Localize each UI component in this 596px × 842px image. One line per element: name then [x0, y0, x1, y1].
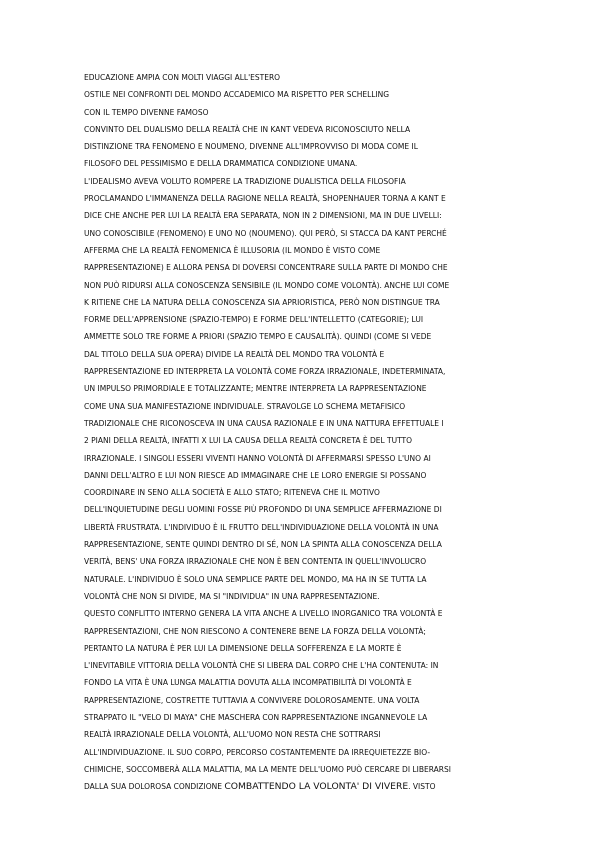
text-line: ALL'INDIVIDUAZIONE. IL SUO CORPO, PERCORSO COSTANTEMENTE DA IRREQUIETEZZE BIO- — [84, 747, 431, 757]
text-line: NON PUÒ RIDURSI ALLA CONOSCENZA SENSIBILE (IL MONDO COME VOLONTÀ). ANCHE LUI COME — [84, 280, 450, 290]
text-line: PERTANTO LA NATURA È PER LUI LA DIMENSIONE DELLA SOFFERENZA E LA MORTE È — [84, 643, 402, 653]
text-line: FILOSOFO DEL PESSIMISMO E DELLA DRAMMATICA CONDIZIONE UMANA. — [84, 159, 358, 169]
text-line: OSTILE NEI CONFRONTI DEL MONDO ACCADEMICO MA RISPETTO PER SCHELLING — [84, 90, 390, 100]
text-line: NATURALE. L'INDIVIDUO È SOLO UNA SEMPLICE PARTE DEL MONDO, MA HA IN SE TUTTA LA — [84, 574, 427, 584]
text-line: PROCLAMANDO L'IMMANENZA DELLA RAGIONE NELLA REALTÀ, SHOPENHAUER TORNA A KANT E — [84, 194, 446, 204]
text-line: DELL'INQUIETUDINE DEGLI UOMINI FOSSE PIÙ PROFONDO DI UNA SEMPLICE AFFERMAZIONE DI — [84, 505, 442, 515]
text-line: RAPPRESENTAZIONE ED INTERPRETA LA VOLONTÀ COME FORZA IRRAZIONALE, INDETERMINATA, — [84, 367, 446, 377]
text-line: DANNI DELL'ALTRO E LUI NON RIESCE AD IMMAGINARE CHE LE LORO ENERGIE SI POSSANO — [84, 470, 427, 480]
text-line: COME UNA SUA MANIFESTAZIONE INDIVIDUALE. STRAVOLGE LO SCHEMA METAFISICO — [84, 401, 406, 411]
text-line: AMMETTE SOLO TRE FORME A PRIORI (SPAZIO TEMPO E CAUSALITÀ). QUINDI (COME SI VEDE — [84, 332, 432, 342]
text-line: COORDINARE IN SENO ALLA SOCIETÀ E ALLO STATO; RITENEVA CHE IL MOTIVO — [84, 488, 380, 498]
text-line: K RITIENE CHE LA NATURA DELLA CONOSCENZA SIA APRIORISTICA, PERÒ NON DISTINGUE TRA — [84, 297, 440, 307]
text-line: CON IL TEMPO DIVENNE FAMOSO — [84, 107, 209, 117]
text-line: 2 PIANI DELLA REALTÀ, INFATTI X LUI LA CAUSA DELLA REALTÀ CONCRETA È DEL TUTTO — [84, 436, 413, 446]
text-line: VOLONTÀ CHE NON SI DIVIDE, MA SI "INDIVIDUA" IN UNA RAPPRESENTAZIONE. — [84, 591, 380, 601]
text-line: AFFERMA CHE LA REALTÀ FENOMENICA È ILLUSORIA (IL MONDO È VISTO COME — [84, 245, 381, 255]
text-line: TRADIZIONALE CHE RICONOSCEVA IN UNA CAUSA RAZIONALE E IN UNA NATTURA EFFETTUALE I — [84, 418, 444, 428]
text-line: REALTÀ IRRAZIONALE DELLA VOLONTÀ, ALL'UOMO NON RESTA CHE SOTTRARSI — [84, 730, 381, 740]
text-line: RAPPRESENTAZIONE, SENTE QUINDI DENTRO DI SÉ, NON LA SPINTA ALLA CONOSCENZA DELLA — [84, 540, 442, 550]
last-line-start: DALLA SUA DOLOROSA CONDIZIONE — [84, 782, 225, 792]
last-line-end: . VISTO — [408, 782, 436, 792]
text-line: IRRAZIONALE. I SINGOLI ESSERI VIVENTI HANNO VOLONTÀ DI AFFERMARSI SPESSO L'UNO AI — [84, 453, 431, 463]
text-line: CHIMICHE, SOCCOMBERÀ ALLA MALATTIA, MA LA MENTE DELL'UOMO PUÒ CERCARE DI LIBERARSI — [84, 764, 451, 774]
text-line: RAPPRESENTAZIONE, COSTRETTE TUTTAVIA A CONVIVERE DOLOROSAMENTE. UNA VOLTA — [84, 695, 420, 705]
text-line: RAPPRESENTAZIONI, CHE NON RIESCONO A CONTENERE BENE LA FORZA DELLA VOLONTÀ; — [84, 626, 426, 636]
text-line: FORME DELL'APPRENSIONE (SPAZIO-TEMPO) E FORME DELL'INTELLETTO (CATEGORIE); LUI — [84, 315, 424, 325]
text-line: L'IDEALISMO AVEVA VOLUTO ROMPERE LA TRADIZIONE DUALISTICA DELLA FILOSOFIA — [84, 176, 406, 186]
text-line: FONDO LA VITA È UNA LUNGA MALATTIA DOVUTA ALLA INCOMPATIBILITÀ DI VOLONTÀ E — [84, 678, 412, 688]
text-line: UN IMPULSO PRIMORDIALE E TOTALIZZANTE; MENTRE INTERPRETA LA RAPPRESENTAZIONE — [84, 384, 427, 394]
text-line: DICE CHE ANCHE PER LUI LA REALTÀ ERA SEPARATA, NON IN 2 DIMENSIONI, MA IN DUE LIVELLI: — [84, 211, 442, 221]
highlighted-phrase: COMBATTENDO LA VOLONTA' DI VIVERE — [224, 781, 409, 793]
text-line: LIBERTÀ FRUSTRATA. L'INDIVIDUO È IL FRUTTO DELL'INDIVIDUAZIONE DELLA VOLONTÀ IN UNA — [84, 522, 439, 532]
text-line: L'INEVITABILE VITTORIA DELLA VOLONTÀ CHE SI LIBERA DAL CORPO CHE L'HA CONTENUTA: IN — [84, 661, 439, 671]
text-line: DISTINZIONE TRA FENOMENO E NOUMENO, DIVENNE ALL'IMPROVVISO DI MODA COME IL — [84, 142, 418, 152]
text-line: QUESTO CONFLITTO INTERNO GENERA LA VITA ANCHE A LIVELLO INORGANICO TRA VOLONTÀ E — [84, 609, 443, 619]
text-line: RAPPRESENTAZIONE) E ALLORA PENSA DI DOVERSI CONCENTRARE SULLA PARTE DI MONDO CHE — [84, 263, 448, 273]
text-line: CONVINTO DEL DUALISMO DELLA REALTÀ CHE IN KANT VEDEVA RICONOSCIUTO NELLA — [84, 124, 411, 134]
body-text — [84, 69, 524, 795]
text-line — [84, 778, 524, 795]
text-line: VERITÀ, BENS' UNA FORZA IRRAZIONALE CHE NON È BEN CONTENTA IN QUELL'INVOLUCRO — [84, 557, 427, 567]
text-line: DAL TITOLO DELLA SUA OPERA) DIVIDE LA REALTÀ DEL MONDO TRA VOLONTÀ E — [84, 349, 385, 359]
text-line: EDUCAZIONE AMPIA CON MOLTI VIAGGI ALL'ESTERO — [84, 73, 281, 82]
text-line: STRAPPATO IL "VELO DI MAYA" CHE MASCHERA CON RAPPRESENTAZIONE INGANNEVOLE LA — [84, 712, 428, 722]
text-line: UNO CONOSCIBILE (FENOMENO) E UNO NO (NOUMENO). QUI PERÒ, SI STACCA DA KANT PERCHÉ — [84, 228, 447, 238]
